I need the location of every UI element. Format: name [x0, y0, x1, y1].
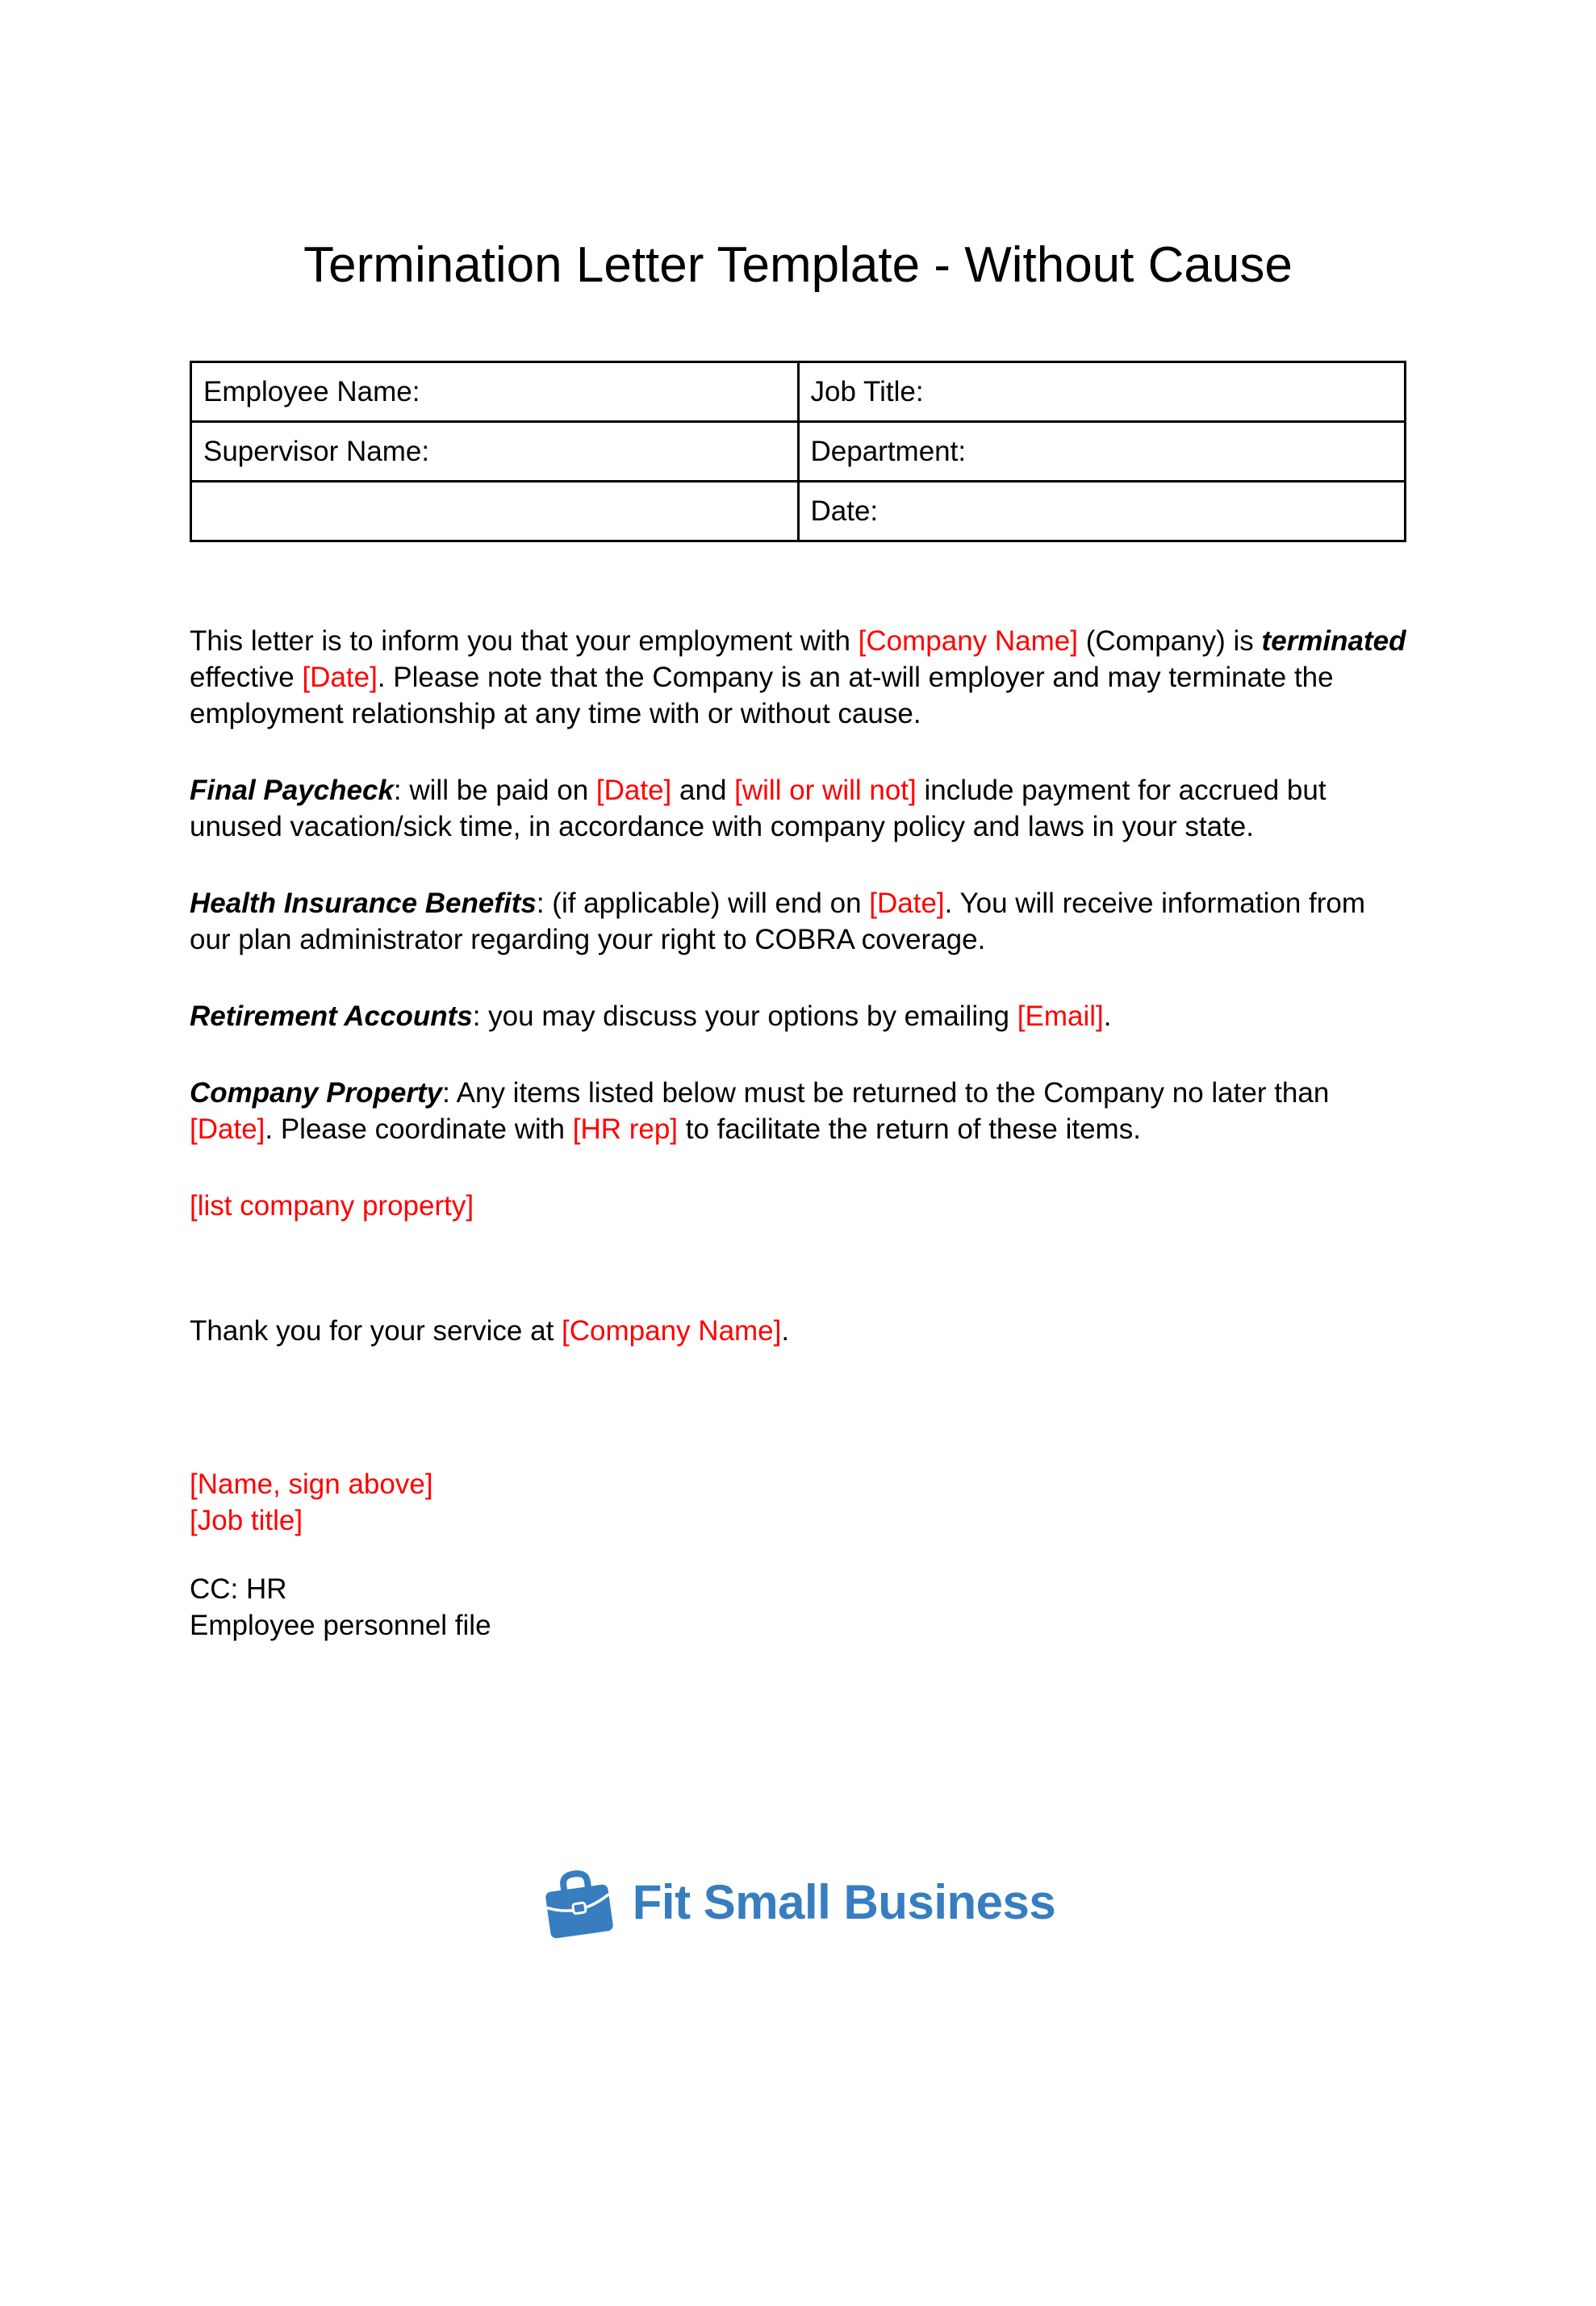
text-segment: (Company) is: [1077, 625, 1262, 657]
text-segment: include payment for accrued but unused vacation/sick time, in accordance with company policy and laws in your state.: [190, 775, 1327, 842]
thanks-paragraph: [190, 1313, 1406, 1349]
cc-line: CC: HR: [190, 1573, 287, 1605]
text-segment: to facilitate the return of these items.: [678, 1113, 1141, 1145]
employee-info-table: [190, 361, 1406, 542]
employee-name-cell: Employee Name:: [191, 362, 799, 422]
signature-title-placeholder: [Job title]: [190, 1505, 303, 1536]
text-segment: Retirement Accounts: [190, 1001, 473, 1032]
text-segment: . You will receive information from our plan administrator regarding your right to COBRA coverage.: [190, 888, 1366, 955]
supervisor-name-cell: Supervisor Name:: [191, 422, 799, 482]
briefcase-icon: [541, 1861, 616, 1942]
table-row: [191, 422, 1406, 482]
property-list-placeholder: [190, 1188, 1406, 1224]
table-row: [191, 362, 1406, 422]
company-property-paragraph: [190, 1075, 1406, 1147]
final-paycheck-paragraph: [190, 772, 1406, 845]
placeholder-text: [Company Name]: [858, 625, 1078, 657]
text-segment: : will be paid on: [393, 775, 596, 806]
file-line: Employee personnel file: [190, 1610, 491, 1641]
placeholder-text: [Date]: [302, 662, 378, 693]
empty-cell: [191, 482, 799, 541]
text-segment: .: [1103, 1001, 1112, 1032]
retirement-paragraph: [190, 998, 1406, 1034]
text-segment: : Any items listed below must be returned to the Company no later than: [442, 1077, 1330, 1109]
text-segment: Company Property: [190, 1077, 443, 1109]
date-cell: Date:: [798, 482, 1406, 541]
text-segment: . Please coordinate with: [265, 1113, 573, 1145]
text-segment: : you may discuss your options by emailing: [472, 1001, 1017, 1032]
text-segment: This letter is to inform you that your employment with: [190, 625, 859, 657]
text-segment: terminated: [1261, 625, 1406, 657]
placeholder-text: [Email]: [1017, 1001, 1104, 1032]
logo-text: Fit Small Business: [632, 1874, 1056, 1929]
text-segment: . Please note that the Company is an at-will employer and may terminate the employment relationship at any time with or without cause.: [190, 662, 1334, 729]
placeholder-text: [Date]: [869, 888, 945, 919]
placeholder-text: [Date]: [595, 775, 672, 806]
text-segment: effective: [190, 662, 303, 693]
footer-logo: [190, 1861, 1406, 1942]
placeholder-text: [HR rep]: [572, 1113, 679, 1145]
text-segment: .: [781, 1315, 790, 1347]
signature-name-placeholder: [Name, sign above]: [190, 1468, 433, 1500]
placeholder-text: [list company property]: [190, 1190, 474, 1222]
document-title: Termination Letter Template - Without Cause: [303, 237, 1293, 293]
letter-body: [190, 623, 1406, 1644]
document-page: [0, 237, 1596, 2306]
text-segment: Thank you for your service at: [190, 1315, 562, 1347]
text-segment: Final Paycheck: [190, 775, 394, 806]
health-insurance-paragraph: [190, 885, 1406, 958]
cc-block: [190, 1571, 1406, 1644]
text-segment: : (if applicable) will end on: [536, 888, 870, 919]
department-cell: Department:: [798, 422, 1406, 482]
placeholder-text: [Date]: [190, 1113, 265, 1145]
text-segment: Health Insurance Benefits: [190, 888, 537, 919]
job-title-cell: Job Title:: [798, 362, 1406, 422]
table-row: [191, 482, 1406, 541]
signature-block: [190, 1466, 1406, 1539]
placeholder-text: [Company Name]: [562, 1315, 782, 1347]
text-segment: and: [671, 775, 735, 806]
intro-paragraph: [190, 623, 1406, 732]
placeholder-text: [will or will not]: [734, 775, 917, 806]
